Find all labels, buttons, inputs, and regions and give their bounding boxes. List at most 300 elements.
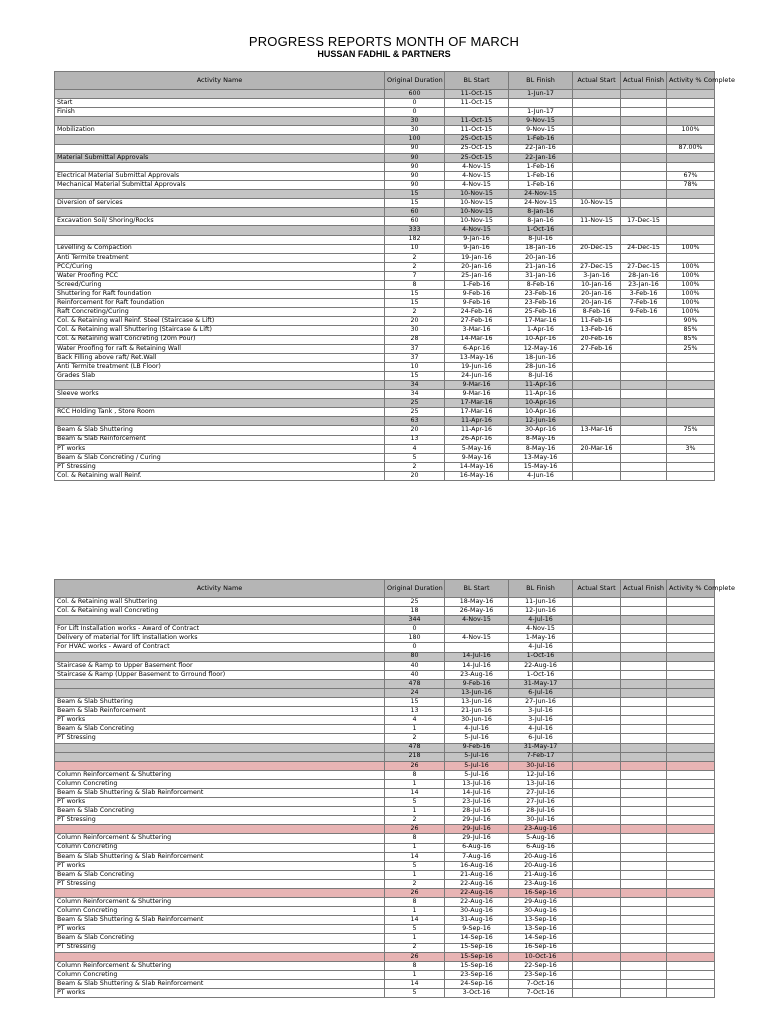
bl-finish-cell: 13-May-16	[509, 453, 573, 462]
activity-name-cell	[55, 679, 385, 688]
bl-finish-cell: 1-Oct-16	[509, 652, 573, 661]
bl-finish-cell: 8-Jan-16	[509, 208, 573, 217]
summary-row	[55, 117, 715, 126]
duration-cell: 333	[385, 226, 445, 235]
activity-name-cell: Levelling & Compaction	[55, 244, 385, 253]
table-row	[55, 879, 715, 888]
actual-finish-cell	[621, 879, 667, 888]
bl-finish-cell: 4-Jul-16	[509, 616, 573, 625]
actual-start-cell	[573, 925, 621, 934]
bl-start-cell: 11-Apr-16	[445, 417, 509, 426]
activity-name-cell: Beam & Slab Reinforcement	[55, 435, 385, 444]
activity-name-cell	[55, 743, 385, 752]
activity-name-cell: Mobilization	[55, 126, 385, 135]
bl-finish-cell: 3-Jul-16	[509, 707, 573, 716]
actual-start-cell	[573, 807, 621, 816]
percent-complete-cell	[667, 390, 715, 399]
actual-start-cell	[573, 390, 621, 399]
bl-start-cell: 17-Mar-16	[445, 399, 509, 408]
bl-finish-cell: 13-Sep-16	[509, 925, 573, 934]
duration-cell: 90	[385, 171, 445, 180]
actual-start-cell	[573, 171, 621, 180]
percent-complete-cell	[667, 816, 715, 825]
table-row	[55, 453, 715, 462]
percent-complete-cell	[667, 788, 715, 797]
actual-finish-cell	[621, 752, 667, 761]
bl-start-cell: 9-Feb-16	[445, 299, 509, 308]
actual-finish-cell: 17-Dec-15	[621, 217, 667, 226]
actual-start-cell: 11-Feb-16	[573, 317, 621, 326]
activity-name-cell: Sleeve works	[55, 390, 385, 399]
bl-start-cell: 13-Jul-16	[445, 779, 509, 788]
table-row	[55, 444, 715, 453]
bl-start-cell: 29-Jul-16	[445, 834, 509, 843]
bl-start-cell: 30-Aug-16	[445, 907, 509, 916]
bl-start-cell: 4-Nov-15	[445, 171, 509, 180]
table-body-1	[55, 90, 715, 481]
percent-complete-cell	[667, 598, 715, 607]
bl-start-cell: 31-Aug-16	[445, 916, 509, 925]
duration-cell: 26	[385, 761, 445, 770]
actual-finish-cell	[621, 652, 667, 661]
actual-finish-cell	[621, 471, 667, 480]
bl-finish-cell: 9-Nov-15	[509, 126, 573, 135]
table-row	[55, 834, 715, 843]
bl-finish-cell: 8-May-16	[509, 435, 573, 444]
actual-start-cell	[573, 399, 621, 408]
actual-start-cell: 10-Jan-16	[573, 280, 621, 289]
actual-finish-cell: 23-Jan-16	[621, 280, 667, 289]
table-row	[55, 408, 715, 417]
bl-finish-cell: 22-Jan-16	[509, 144, 573, 153]
activity-name-cell	[55, 761, 385, 770]
bl-finish-cell: 15-May-16	[509, 462, 573, 471]
duration-cell: 0	[385, 108, 445, 117]
duration-cell: 15	[385, 299, 445, 308]
actual-finish-cell: 27-Dec-15	[621, 262, 667, 271]
actual-finish-cell	[621, 462, 667, 471]
percent-complete-cell	[667, 716, 715, 725]
activity-name-cell: Col. & Retaining wall Shuttering	[55, 598, 385, 607]
activity-name-cell: Water Proofing PCC	[55, 271, 385, 280]
bl-start-cell: 29-Jul-16	[445, 825, 509, 834]
actual-finish-cell	[621, 788, 667, 797]
actual-finish-cell	[621, 961, 667, 970]
table-row	[55, 253, 715, 262]
bl-finish-cell: 4-Jul-16	[509, 643, 573, 652]
bl-finish-cell: 10-Apr-16	[509, 335, 573, 344]
actual-start-cell: 10-Nov-15	[573, 199, 621, 208]
activity-name-cell	[55, 90, 385, 99]
activity-name-cell: Staircase & Ramp to Upper Basement floor	[55, 661, 385, 670]
bl-finish-cell: 8-Jul-16	[509, 371, 573, 380]
actual-finish-cell	[621, 643, 667, 652]
percent-complete-cell	[667, 852, 715, 861]
bl-finish-cell: 7-Oct-16	[509, 989, 573, 998]
activity-name-cell	[55, 752, 385, 761]
activity-name-cell: PT Stressing	[55, 943, 385, 952]
duration-cell: 13	[385, 707, 445, 716]
actual-start-cell	[573, 870, 621, 879]
percent-complete-cell	[667, 761, 715, 770]
actual-start-cell	[573, 417, 621, 426]
table-row	[55, 607, 715, 616]
percent-complete-cell	[667, 889, 715, 898]
bl-start-cell: 9-May-16	[445, 453, 509, 462]
table-row	[55, 934, 715, 943]
duration-cell: 15	[385, 371, 445, 380]
summary-row	[55, 190, 715, 199]
bl-finish-cell	[509, 99, 573, 108]
table-row	[55, 843, 715, 852]
bl-start-cell: 6-Apr-16	[445, 344, 509, 353]
duration-cell: 30	[385, 326, 445, 335]
bl-start-cell: 4-Nov-15	[445, 162, 509, 171]
actual-start-cell	[573, 135, 621, 144]
table-row	[55, 861, 715, 870]
duration-cell: 182	[385, 235, 445, 244]
table-row	[55, 144, 715, 153]
bl-finish-cell: 23-Feb-16	[509, 290, 573, 299]
actual-start-cell	[573, 643, 621, 652]
duration-cell: 34	[385, 390, 445, 399]
actual-finish-cell	[621, 670, 667, 679]
actual-start-cell	[573, 607, 621, 616]
actual-start-cell	[573, 707, 621, 716]
actual-finish-cell	[621, 126, 667, 135]
bl-start-cell: 9-Feb-16	[445, 290, 509, 299]
activity-name-cell: Column Concreting	[55, 843, 385, 852]
table-row	[55, 816, 715, 825]
activity-name-cell: Raft Concreting/Curing	[55, 308, 385, 317]
bl-start-cell: 21-Aug-16	[445, 870, 509, 879]
actual-finish-cell	[621, 907, 667, 916]
actual-start-cell	[573, 670, 621, 679]
percent-complete-cell	[667, 843, 715, 852]
activity-name-cell	[55, 144, 385, 153]
bl-finish-cell: 1-Feb-16	[509, 180, 573, 189]
duration-cell: 80	[385, 652, 445, 661]
summary-row	[55, 679, 715, 688]
actual-finish-cell	[621, 108, 667, 117]
actual-start-cell	[573, 788, 621, 797]
bl-start-cell: 5-Jul-16	[445, 761, 509, 770]
bl-start-cell: 9-Sep-16	[445, 925, 509, 934]
duration-cell: 4	[385, 444, 445, 453]
summary-row	[55, 743, 715, 752]
bl-finish-cell: 31-Jan-16	[509, 271, 573, 280]
header-original-duration: Original Duration	[385, 72, 445, 90]
activity-name-cell	[55, 652, 385, 661]
percent-complete-cell	[667, 462, 715, 471]
activity-name-cell	[55, 616, 385, 625]
table-row	[55, 235, 715, 244]
duration-cell: 26	[385, 825, 445, 834]
actual-finish-cell	[621, 180, 667, 189]
actual-finish-cell	[621, 162, 667, 171]
actual-start-cell	[573, 761, 621, 770]
summary-row	[55, 616, 715, 625]
activity-name-cell: PT works	[55, 925, 385, 934]
duration-cell: 7	[385, 271, 445, 280]
duration-cell: 5	[385, 453, 445, 462]
actual-finish-cell	[621, 889, 667, 898]
activity-name-cell: PT Stressing	[55, 816, 385, 825]
activity-name-cell: Beam & Slab Concreting	[55, 807, 385, 816]
duration-cell: 2	[385, 943, 445, 952]
activity-name-cell: Beam & Slab Shuttering & Slab Reinforcement	[55, 788, 385, 797]
actual-finish-cell	[621, 335, 667, 344]
activity-name-cell: PT works	[55, 798, 385, 807]
bl-finish-cell: 22-Sep-16	[509, 961, 573, 970]
activity-name-cell: Column Concreting	[55, 779, 385, 788]
actual-finish-cell	[621, 607, 667, 616]
percent-complete-cell	[667, 707, 715, 716]
duration-cell: 1	[385, 843, 445, 852]
actual-start-cell: 13-Feb-16	[573, 326, 621, 335]
duration-cell: 8	[385, 280, 445, 289]
actual-finish-cell	[621, 199, 667, 208]
activity-name-cell: Column Reinforcement & Shuttering	[55, 898, 385, 907]
activity-name-cell: PT works	[55, 989, 385, 998]
percent-complete-cell	[667, 698, 715, 707]
bl-finish-cell: 11-Apr-16	[509, 381, 573, 390]
duration-cell: 25	[385, 399, 445, 408]
bl-finish-cell: 13-Jul-16	[509, 779, 573, 788]
activity-name-cell: Delivery of material for lift installation works	[55, 634, 385, 643]
percent-complete-cell	[667, 861, 715, 870]
bl-start-cell: 21-Jun-16	[445, 707, 509, 716]
table-row	[55, 471, 715, 480]
bl-start-cell: 24-Sep-16	[445, 979, 509, 988]
percent-complete-cell	[667, 834, 715, 843]
percent-complete-cell	[667, 353, 715, 362]
table-row	[55, 852, 715, 861]
bl-finish-cell: 30-Jul-16	[509, 816, 573, 825]
duration-cell: 478	[385, 743, 445, 752]
actual-finish-cell	[621, 870, 667, 879]
actual-start-cell	[573, 934, 621, 943]
duration-cell: 24	[385, 688, 445, 697]
actual-start-cell: 27-Feb-16	[573, 344, 621, 353]
actual-start-cell	[573, 371, 621, 380]
bl-finish-cell: 10-Apr-16	[509, 408, 573, 417]
header-bl-finish: BL Finish	[509, 580, 573, 598]
table-row	[55, 353, 715, 362]
actual-finish-cell	[621, 399, 667, 408]
bl-finish-cell: 1-Feb-16	[509, 162, 573, 171]
percent-complete-cell	[667, 652, 715, 661]
actual-finish-cell	[621, 371, 667, 380]
header-actual-start: Actual Start	[573, 580, 621, 598]
table-row	[55, 426, 715, 435]
actual-start-cell: 20-Mar-16	[573, 444, 621, 453]
bl-start-cell: 26-Apr-16	[445, 435, 509, 444]
activity-name-cell: Material Submittal Approvals	[55, 153, 385, 162]
table-row	[55, 916, 715, 925]
duration-cell: 15	[385, 190, 445, 199]
percent-complete-cell	[667, 362, 715, 371]
actual-start-cell	[573, 979, 621, 988]
actual-finish-cell	[621, 253, 667, 262]
percent-complete-cell	[667, 734, 715, 743]
actual-start-cell	[573, 879, 621, 888]
duration-cell: 20	[385, 317, 445, 326]
duration-cell: 8	[385, 770, 445, 779]
table-row	[55, 770, 715, 779]
activity-name-cell	[55, 825, 385, 834]
actual-finish-cell	[621, 807, 667, 816]
summary-row	[55, 652, 715, 661]
header-original-duration: Original Duration	[385, 580, 445, 598]
bl-start-cell: 11-Oct-15	[445, 99, 509, 108]
actual-start-cell	[573, 916, 621, 925]
activity-name-cell	[55, 952, 385, 961]
progress-table-2	[54, 579, 735, 998]
percent-complete-cell: 100%	[667, 280, 715, 289]
table-row	[55, 299, 715, 308]
bl-finish-cell: 27-Jul-16	[509, 798, 573, 807]
bl-finish-cell: 8-May-16	[509, 444, 573, 453]
floor-summary-row	[55, 952, 715, 961]
actual-finish-cell	[621, 444, 667, 453]
activity-name-cell	[55, 162, 385, 171]
bl-finish-cell: 13-Sep-16	[509, 916, 573, 925]
header-percent-complete: Activity % Complete	[667, 72, 715, 90]
activity-name-cell	[55, 117, 385, 126]
actual-finish-cell	[621, 453, 667, 462]
table-header-row	[55, 72, 715, 90]
bl-start-cell: 13-Jun-16	[445, 688, 509, 697]
actual-start-cell	[573, 688, 621, 697]
actual-finish-cell	[621, 90, 667, 99]
bl-start-cell: 5-Jul-16	[445, 734, 509, 743]
duration-cell: 37	[385, 344, 445, 353]
actual-start-cell	[573, 153, 621, 162]
table-header-row	[55, 580, 715, 598]
actual-finish-cell	[621, 761, 667, 770]
percent-complete-cell: 85%	[667, 335, 715, 344]
bl-start-cell: 16-Aug-16	[445, 861, 509, 870]
activity-name-cell: Beam & Slab Concreting / Curing	[55, 453, 385, 462]
bl-finish-cell: 20-Aug-16	[509, 852, 573, 861]
bl-finish-cell: 6-Jul-16	[509, 688, 573, 697]
table-row	[55, 807, 715, 816]
percent-complete-cell	[667, 934, 715, 943]
duration-cell: 15	[385, 199, 445, 208]
activity-name-cell: Beam & Slab Concreting	[55, 725, 385, 734]
percent-complete-cell	[667, 417, 715, 426]
actual-finish-cell	[621, 99, 667, 108]
percent-complete-cell	[667, 135, 715, 144]
table-row	[55, 925, 715, 934]
percent-complete-cell	[667, 916, 715, 925]
bl-finish-cell: 1-Feb-16	[509, 171, 573, 180]
table-row	[55, 870, 715, 879]
percent-complete-cell	[667, 117, 715, 126]
bl-finish-cell: 23-Feb-16	[509, 299, 573, 308]
bl-finish-cell: 24-Nov-15	[509, 199, 573, 208]
actual-finish-cell	[621, 235, 667, 244]
bl-finish-cell: 30-Jul-16	[509, 761, 573, 770]
actual-finish-cell	[621, 625, 667, 634]
duration-cell: 2	[385, 734, 445, 743]
bl-start-cell: 26-May-16	[445, 607, 509, 616]
bl-finish-cell: 1-May-16	[509, 634, 573, 643]
percent-complete-cell	[667, 679, 715, 688]
activity-name-cell	[55, 135, 385, 144]
bl-finish-cell: 8-Jul-16	[509, 235, 573, 244]
percent-complete-cell	[667, 752, 715, 761]
duration-cell: 100	[385, 135, 445, 144]
activity-name-cell: Beam & Slab Reinforcement	[55, 707, 385, 716]
percent-complete-cell	[667, 770, 715, 779]
duration-cell: 40	[385, 661, 445, 670]
actual-start-cell	[573, 943, 621, 952]
percent-complete-cell: 100%	[667, 299, 715, 308]
actual-finish-cell: 9-Feb-16	[621, 308, 667, 317]
bl-start-cell: 25-Oct-15	[445, 135, 509, 144]
header-activity-name: Activity Name	[55, 72, 385, 90]
actual-start-cell	[573, 716, 621, 725]
bl-finish-cell: 24-Nov-15	[509, 190, 573, 199]
actual-finish-cell	[621, 707, 667, 716]
percent-complete-cell	[667, 435, 715, 444]
actual-finish-cell	[621, 779, 667, 788]
actual-start-cell	[573, 743, 621, 752]
summary-row	[55, 226, 715, 235]
percent-complete-cell	[667, 625, 715, 634]
actual-finish-cell	[621, 661, 667, 670]
bl-start-cell: 14-Mar-16	[445, 335, 509, 344]
actual-finish-cell	[621, 852, 667, 861]
bl-start-cell	[445, 643, 509, 652]
bl-finish-cell: 4-Nov-15	[509, 625, 573, 634]
activity-name-cell: Beam & Slab Shuttering & Slab Reinforcement	[55, 916, 385, 925]
table-body-2	[55, 598, 715, 998]
bl-start-cell: 16-May-16	[445, 471, 509, 480]
duration-cell: 20	[385, 426, 445, 435]
duration-cell: 1	[385, 907, 445, 916]
percent-complete-cell	[667, 898, 715, 907]
activity-name-cell	[55, 226, 385, 235]
bl-finish-cell: 10-Apr-16	[509, 399, 573, 408]
percent-complete-cell: 100%	[667, 244, 715, 253]
bl-finish-cell: 12-May-16	[509, 344, 573, 353]
bl-finish-cell: 12-Jun-16	[509, 417, 573, 426]
bl-start-cell: 22-Aug-16	[445, 889, 509, 898]
percent-complete-cell: 3%	[667, 444, 715, 453]
bl-finish-cell: 20-Aug-16	[509, 861, 573, 870]
bl-start-cell: 25-Oct-15	[445, 144, 509, 153]
summary-row	[55, 208, 715, 217]
bl-finish-cell: 1-Feb-16	[509, 135, 573, 144]
percent-complete-cell	[667, 779, 715, 788]
bl-start-cell: 14-Jul-16	[445, 788, 509, 797]
actual-start-cell	[573, 679, 621, 688]
percent-complete-cell: 100%	[667, 308, 715, 317]
bl-start-cell: 3-Mar-16	[445, 326, 509, 335]
actual-finish-cell	[621, 362, 667, 371]
bl-finish-cell: 23-Aug-16	[509, 825, 573, 834]
bl-start-cell: 3-Oct-16	[445, 989, 509, 998]
activity-name-cell: RCC Holding Tank , Store Room	[55, 408, 385, 417]
duration-cell: 15	[385, 290, 445, 299]
actual-finish-cell	[621, 916, 667, 925]
bl-start-cell: 15-Sep-16	[445, 952, 509, 961]
bl-start-cell: 13-May-16	[445, 353, 509, 362]
actual-start-cell	[573, 362, 621, 371]
